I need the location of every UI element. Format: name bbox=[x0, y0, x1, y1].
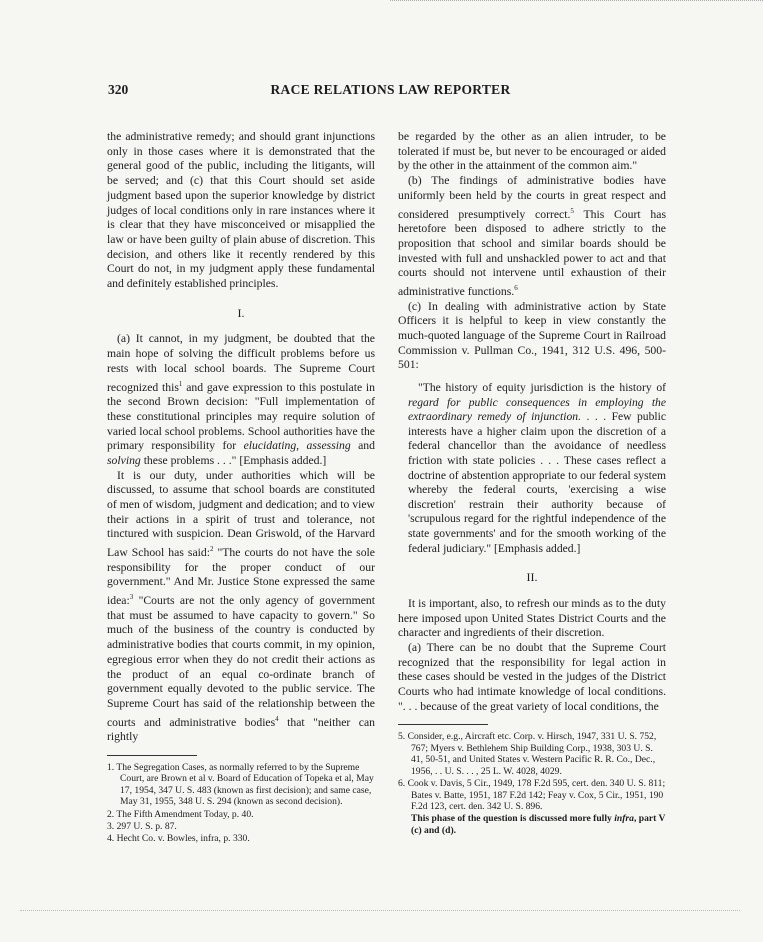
footnote-ref: 2 bbox=[209, 545, 214, 554]
paragraph: It is important, also, to refresh our minds as to the duty here imposed upon United States District Courts and the character and ingredients of their discretion. bbox=[398, 596, 666, 640]
footnote: 1. The Segregation Cases, as normally referred to by the Supreme Court, are Brown et al v. Board of Education of Topeka et al, May 17, 1954, 347 U. S. 483 (known as first decision); and same case, May 31, 1955, 348 U. S. 294 (known as second decision). bbox=[107, 761, 374, 808]
footnote-rule bbox=[107, 755, 197, 756]
footnote: 5. Consider, e.g., Aircraft etc. Corp. v. Hirsch, 1947, 331 U. S. 752, 767; Myers v. Bethlehem Ship Building Corp., 1938, 303 U. S. 41, 50-51, and United States v. Western Pacific R. R. Co., Dec., 1956, . . U. S. . . , 25 L. W. 4028, 4029. bbox=[398, 731, 657, 777]
paragraph: (c) In dealing with administrative action by State Officers it is helpful to keep in view constantly the much-quoted language of the Supreme Court in Railroad Commission v. Pullman Co., 1941, 312 U.S. 496, 500-501: bbox=[398, 299, 666, 372]
paragraph: (b) The findings of administrative bodies have uniformly been held by the courts in great respect and considered presumptively correct.$^5$ This Court has heretofore been disposed to adhere strictly to the proposition that school and similar boards should be invested with full and unshackled power to act and that courts should not intervene until exhaustion of their administrative functions.$^6$ bbox=[398, 174, 666, 298]
footnote-note: This phase of the question is discussed more fully infra, part V (c) and (d). bbox=[411, 813, 666, 836]
footnote: 4. Hecht Co. v. Bowles, infra, p. 330. bbox=[107, 833, 250, 845]
footnote-ref: 4 bbox=[275, 714, 279, 723]
footnotes-left bbox=[107, 762, 375, 845]
footnote-rule bbox=[398, 724, 488, 725]
paragraph: be regarded by the other as an alien intruder, to be tolerated if must be, but never to be encouraged or aided by the other in the attainment of the common aim." bbox=[398, 130, 666, 173]
footnote-ref: 5 bbox=[570, 206, 574, 215]
footnote: 6. Cook v. Davis, 5 Cir., 1949, 178 F.2d 595, cert. den. 340 U. S. 811; Bates v. Batte, 1951, 187 F.2d 142; Feay v. Cox, 5 Cir., 1951, 190 F.2d 123, cert. den. 342 U. S. 896. bbox=[398, 778, 666, 812]
footnote: 2. The Fifth Amendment Today, p. 40. bbox=[107, 808, 254, 820]
footnote-ref: 1 bbox=[178, 379, 183, 388]
paragraph: (a) There can be no doubt that the Supreme Court recognized that the responsibility for legal action in these cases should be vested in the judges of the District Courts who had intimate knowledge of local conditions. ". . . because of the great variety of local conditions, the bbox=[398, 640, 666, 713]
paragraph: (a) It cannot, in my judgment, be doubted that the main hope of solving the difficult problems before us rests with local school boards. The Supreme Court recognized this$^1$ and gave expression to this postulate in the second Brown decision: "Full implementation of these constitutional principles may require solution of varied local school problems. School authorities have the primary responsibility for elucidating, assessing and solving these problems . . ." [Emphasis added.] bbox=[107, 332, 375, 467]
running-title: RACE RELATIONS LAW REPORTER bbox=[270, 82, 511, 97]
section-heading-i: I. bbox=[237, 305, 245, 320]
right-column bbox=[398, 130, 666, 837]
paragraph: the administrative remedy; and should grant injunctions only in those cases where it is demonstrated that the general good of the public, including the litigants, will be served; and (c) that this Court should set aside judgment based upon the superior knowledge by district judges of local conditions only in rare instances where it is clear that they have misconceived or misapplied the law or have been guilty of plain abuse of discretion. This decision, and others like it recently rendered by this Court do not, in my judgment apply these fundamental and definitely established principles. bbox=[107, 130, 375, 291]
section-heading-ii: II. bbox=[526, 570, 538, 585]
footnote: 3. 297 U. S. p. 87. bbox=[107, 821, 177, 833]
footnote-ref: 6 bbox=[514, 283, 518, 292]
scan-edge-dots bbox=[390, 0, 763, 5]
footnote-ref: 3 bbox=[129, 593, 134, 602]
page-header bbox=[108, 82, 673, 102]
scan-edge-dots bbox=[20, 910, 740, 915]
page-number: 320 bbox=[108, 82, 129, 97]
footnotes-right bbox=[398, 731, 666, 836]
block-quote: "The history of equity jurisdiction is the history of regard for public consequences in employing the extraordinary remedy of injunction. . . . Few public interests have a higher claim upon the discretion of a federal chancellor than the avoidance of needless friction with state policies . . . These cases reflect a doctrine of abstention appropriate to our federal system whereby the federal courts, 'exercising a wise discretion' restrain their authority because of 'scrupulous regard for the rightful independence of the state governments' and for the smooth working of the federal judiciary." [Emphasis added.] bbox=[408, 381, 666, 555]
left-column bbox=[107, 130, 375, 846]
paragraph: It is our duty, under authorities which will be discussed, to assume that school boards are constituted of men of wisdom, judgment and dedication; and to view their actions in a spirit of trust and tolerance, not tinctured with suspicion. Dean Griswold, of the Harvard Law School has said:$^2$ "The courts do not have the sole responsibility for the proper conduct of our government." And Mr. Justice Stone expressed the same idea:$^3$ "Courts are not the only agency of government that must be assumed to have capacity to govern." So much of the business of the country is conducted by administrative bodies that courts commit, in my opinion, egregious error when they do not credit their actions as the product of an equal co-ordinate branch of government equally devoted to the public service. The Supreme Court has said of the relationship between the courts and administrative bodies$^4$ that "neither can rightly bbox=[107, 468, 375, 744]
